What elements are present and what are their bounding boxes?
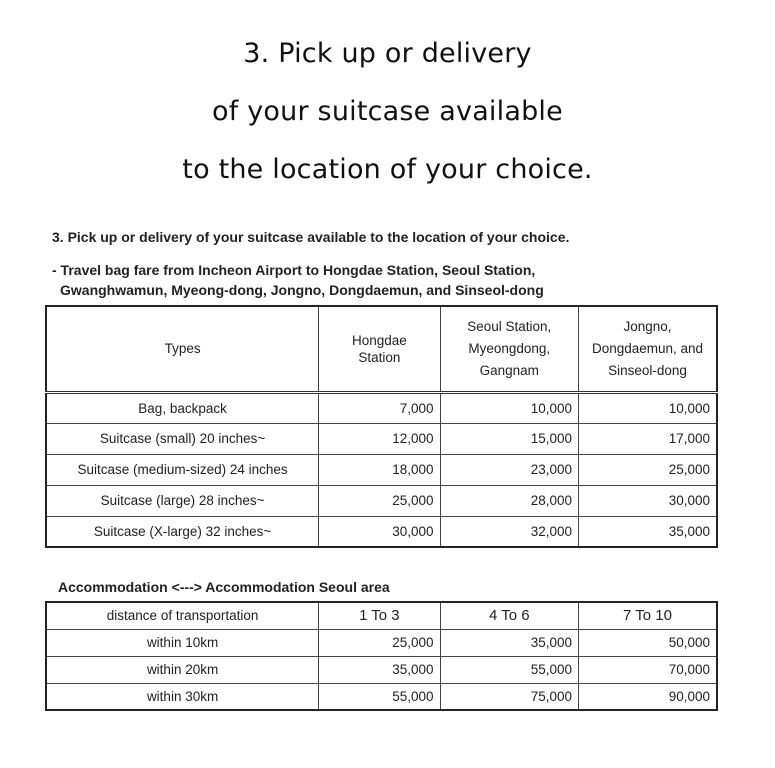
price-cell: 25,000 <box>319 485 440 516</box>
fare-table-header-row <box>46 306 717 392</box>
header-jongno-line: Dongdaemun, and <box>591 340 704 356</box>
header-range-3: 7 To 10 <box>579 602 717 629</box>
bag-type: Suitcase (small) 20 inches~ <box>46 423 319 454</box>
price-cell: 70,000 <box>579 656 717 683</box>
header-distance: distance of transportation <box>46 602 319 629</box>
price-cell: 90,000 <box>579 683 717 710</box>
distance-label: within 20km <box>46 656 319 683</box>
price-cell: 25,000 <box>579 454 717 485</box>
price-cell: 75,000 <box>440 683 578 710</box>
price-cell: 25,000 <box>319 629 440 656</box>
price-cell: 35,000 <box>319 656 440 683</box>
distance-label: within 10km <box>46 629 319 656</box>
table-row <box>46 485 717 516</box>
header-range-1: 1 To 3 <box>319 602 440 629</box>
price-cell: 15,000 <box>440 423 578 454</box>
section-title: 3. Pick up or delivery of your suitcase available to the location of your choice. <box>52 229 570 245</box>
fare-description-line-1: - Travel bag fare from Incheon Airport to Hongdae Station, Seoul Station, <box>52 262 536 278</box>
table-row <box>46 656 717 683</box>
header-types: Types <box>46 306 319 392</box>
header-seoul-line: Seoul Station, <box>467 318 552 334</box>
table-row <box>46 516 717 547</box>
bag-type: Suitcase (medium-sized) 24 inches <box>46 454 319 485</box>
headline-line-1: 3. Pick up or delivery <box>243 38 532 69</box>
header-range-2: 4 To 6 <box>440 602 578 629</box>
header-hongdae-line: Hongdae <box>351 332 407 348</box>
header-hongdae-line: Station <box>358 349 401 365</box>
price-cell: 55,000 <box>440 656 578 683</box>
price-cell: 50,000 <box>579 629 717 656</box>
table-row <box>46 629 717 656</box>
price-cell: 12,000 <box>319 423 440 454</box>
fare-description-line-2: Gwanghwamun, Myeong-dong, Jongno, Dongdaemun, and Sinseol-dong <box>60 282 544 298</box>
distance-label: within 30km <box>46 683 319 710</box>
header-seoul-line: Gangnam <box>479 362 539 378</box>
price-cell: 17,000 <box>579 423 717 454</box>
price-cell: 18,000 <box>319 454 440 485</box>
header-jongno-line: Jongno, <box>623 318 672 334</box>
accommodation-table <box>45 601 718 711</box>
header-jongno <box>579 306 717 392</box>
price-cell: 28,000 <box>440 485 578 516</box>
price-cell: 32,000 <box>440 516 578 547</box>
price-cell: 35,000 <box>579 516 717 547</box>
fare-description <box>52 260 732 300</box>
price-cell: 7,000 <box>319 392 440 423</box>
bag-type: Suitcase (large) 28 inches~ <box>46 485 319 516</box>
price-cell: 55,000 <box>319 683 440 710</box>
price-cell: 23,000 <box>440 454 578 485</box>
price-cell: 10,000 <box>579 392 717 423</box>
table-row <box>46 454 717 485</box>
header-seoul-station <box>440 306 578 392</box>
price-cell: 35,000 <box>440 629 578 656</box>
accommodation-header-row <box>46 602 717 629</box>
price-cell: 30,000 <box>319 516 440 547</box>
header-hongdae <box>319 306 440 392</box>
price-cell: 10,000 <box>440 392 578 423</box>
headline-line-2: of your suitcase available <box>212 96 563 127</box>
table-row <box>46 423 717 454</box>
header-jongno-line: Sinseol-dong <box>608 362 687 378</box>
price-cell: 30,000 <box>579 485 717 516</box>
accommodation-title: Accommodation <---> Accommodation Seoul area <box>58 579 390 595</box>
table-row <box>46 683 717 710</box>
table-row <box>46 392 717 423</box>
fare-table <box>45 305 718 548</box>
header-seoul-line: Myeongdong, <box>468 340 551 356</box>
bag-type: Suitcase (X-large) 32 inches~ <box>46 516 319 547</box>
bag-type: Bag, backpack <box>46 392 319 423</box>
headline-line-3: to the location of your choice. <box>182 154 593 185</box>
